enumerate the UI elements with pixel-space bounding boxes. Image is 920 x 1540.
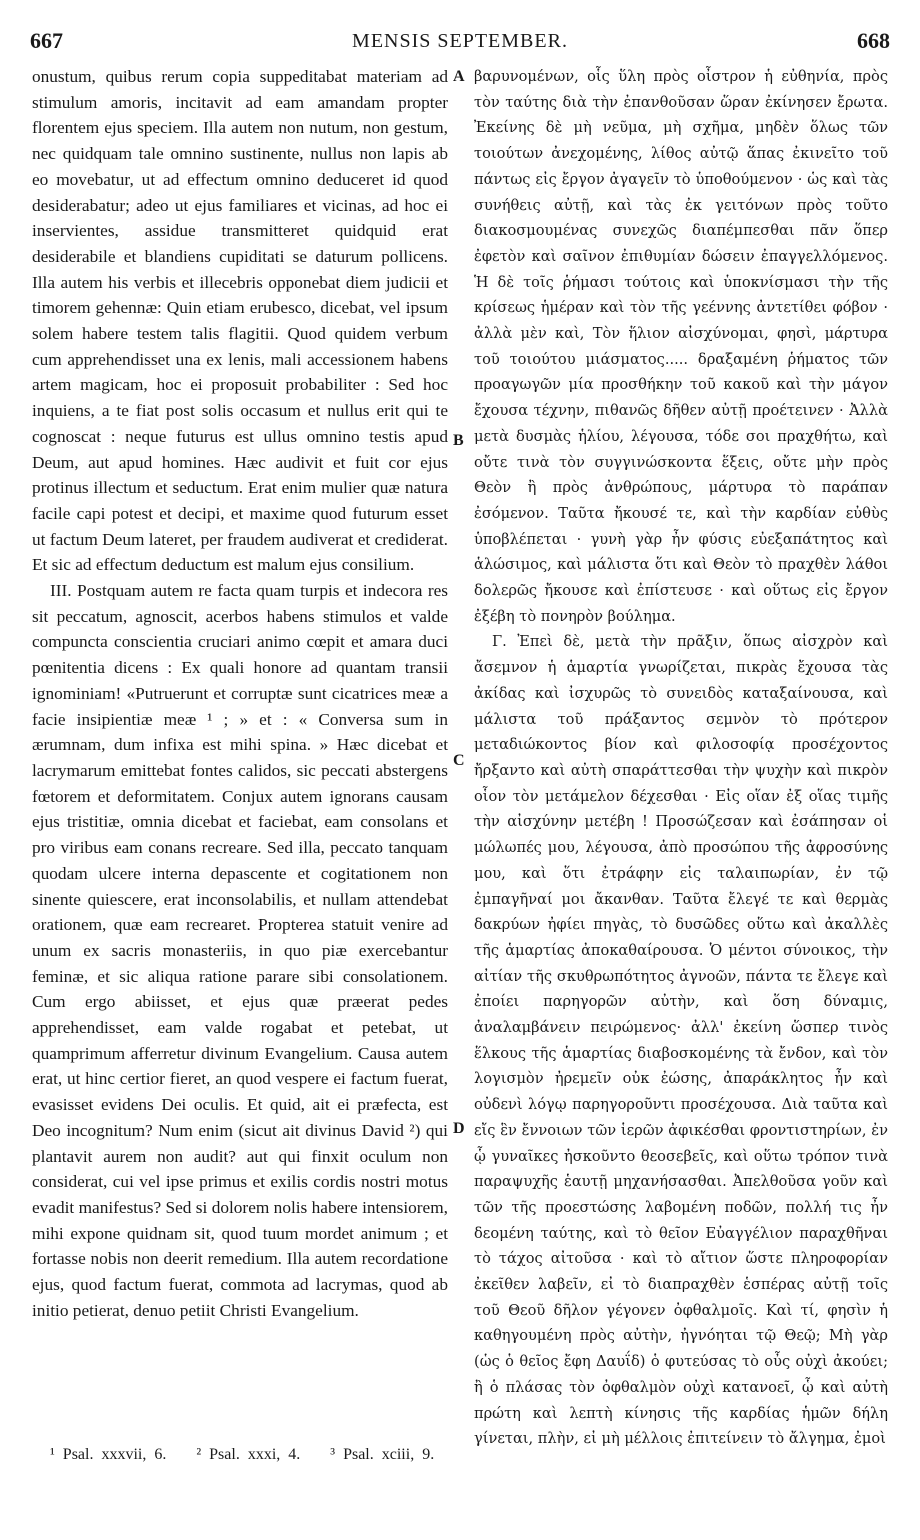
page-number-right: 668 (857, 28, 890, 53)
page-number-left: 667 (30, 28, 63, 53)
margin-marker-b: B (453, 432, 464, 449)
greek-paragraph: βαρυνομένων, οἷς ὕλη πρὸς οἶστρον ἡ εὐθηνία, πρὸς τὸν ταύτης διὰ τὴν ἐπανθοῦσαν ὥραν ἐκίνησεν ἔρωτα. Ἐκείνης δὲ μὴ νεῦμα, μὴ σχῆμα, μηδὲν ὅλως τῶν τοιούτων ἀνεχομένης, λίθος αὐτῷ ἅπας ἐκινεῖτο τοῦ πάντως εἰς ἔργον ἀγαγεῖν τὸ ὑποθούμενον · ὡς καὶ τὰς συνήθεις αὐτῇ, καὶ τὰς ἐκ γειτόνων πρὸς τοῦτο διακοσμουμένας συνεχῶς διαπέμπεσθαι πᾶν ὅπερ ἐφετὸν καὶ σαῖνον ἐπιθυμίαν δώσειν ἐπαγγελλόμενος. Ἡ δὲ τοῖς ῥήμασι τούτοις καὶ ὑποκνίσμασι τὴν τῆς κρίσεως ἡμέραν καὶ τὸν τῆς γεέννης ἀντετίθει φόβον · ἀλλὰ μὲν καὶ, Τὸν ἥλιον αἰσχύνομαι, φησὶ, μάρτυρα τοῦ τοιούτου μιάσματος..... δραξαμένη ῥήματος τῶν προαγωγῶν μία προσθήκην τοῦ κακοῦ καὶ τὴν μάγον ἔχουσα τέχνην, πιθανῶς δῆθεν αὐτῇ προέτεινεν · Ἀλλὰ μετὰ δυσμὰς ἡλίου, λέγουσα, τόδε σοι πραχθήτω, καὶ οὔτε τινὰ τὸν συγγινώσκοντα ἕξεις, οὔτε μὴν πρὸς Θεὸν ἢ πρὸς ἀνθρώπους, μάρτυρα τὸ παράπαν ἐσόμενον. Ταῦτα ἤκουσέ τε, καὶ τὴν καρδίαν εὐθὺς ὑποβλέπεται · γυνὴ γὰρ ἦν φύσις εὐεξαπάτητος καὶ ἁλώσιμος, καὶ μάλιστα ὅτι καὶ Θεὸν τὸ πραχθὲν λάθοι δολερῶς ἤκουσε καὶ ἐπίστευσε · καὶ οὕτως εἰς ἔργον ἐξέβη τὸ πονηρὸν βούλημα. (474, 68, 888, 625)
footnote: ¹ Psal. xxxvii, 6. (50, 1446, 167, 1463)
margin-marker-a: A (453, 68, 465, 85)
running-header (30, 28, 890, 62)
footnote: ² Psal. xxxi, 4. (196, 1446, 301, 1463)
running-title: MENSIS SEPTEMBER. (352, 30, 568, 52)
greek-paragraph: Γ. Ἐπεὶ δὲ, μετὰ τὴν πρᾶξιν, ὅπως αἰσχρὸν καὶ ἄσεμνον ἡ ἁμαρτία γνωρίζεται, πικρὰς ἔχουσα τὰς ἀκίδας καὶ ἰσχυρῶς τὸ συνειδὸς καταξαίνουσα, καὶ μάλιστα τοῦ πράξαντος σεμνὸν τὸ πρότερον μεταδιώκοντος βίον καὶ φιλοσοφίᾳ προσέχοντος ἤρξαντο καὶ αὐτὴ σπαράττεσθαι τὴν ψυχὴν καὶ πικρὸν οἷον τὸν μετάμελον δέχεσθαι · Εἰς οἵαν ἐξ οἵας τιμῆς τὴν αἰσχύνην μετέβη ! Προσώζεσαν καὶ ἐσάπησαν οἱ μώλωπές μου, λέγουσα, ἀπὸ προσώπου τῆς ἀφροσύνης μου, καὶ ὅτι ἐτράφην εἰς ταλαιπωρίαν, ἐν τῷ ἐμπαγῆναί μοι ἄκανθαν. Ταῦτα ἔλεγέ τε καὶ θερμὰς δακρύων ἠφίει πηγὰς, τὸ δυσῶδες οὕτω καὶ ἀκαλλὲς τῆς ἁμαρτίας ἀποκαθαίρουσα. Ὁ μέντοι σύνοικος, τὴν αἰτίαν τῆς σκυθρωπότητος ἀγνοῶν, πάντα τε ἔλεγε καὶ ἐποίει παρηγορῶν αὐτὴν, καὶ ὅση δύναμις, ἀναλαμβάνειν πειρώμενος· ἀλλ' ἐκείνη ὥσπερ τινὸς ἕλκους τῆς ἁμαρτίας διαβοσκομένης τὰ ἔνδον, καὶ τὸν λογισμὸν ἠρεμεῖν οὐκ ἐώσης, ἀπαράκλητος ἦν καὶ οὐδενὶ λόγῳ παρηγοροῦντι προσέχουσα. Διὰ ταῦτα καὶ εἴς ἓν ἔννοιων τῶν ἱερῶν ἀφικέσθαι φροντιστηρίων, ἐν ᾧ γυναῖκες ἠσκοῦντο θεοσεβεῖς, καὶ οὕτω τρόπον τινὰ παραψυχῆς ἑαυτῇ μηχανήσασθαι. Ἀπελθοῦσα γοῦν καὶ τῶν τῆς προεστώσης λαβομένη ποδῶν, πολλή τις ἦν δεομένη ταύτης, καὶ τὸ θεῖον Εὐαγγέλιον παραχθῆναι τὸ τάχος αἰτοῦσα · καὶ τὸ αἴτιον ὥστε πληροφορίαν ἐκεῖθεν λαβεῖν, εἰ τὸ διαπραχθὲν ἑσπέρας αὐτῇ τοῖς τοῦ Θεοῦ δῆλον γέγονεν ὀφθαλμοῖς. Καὶ τί, φησὶν ἡ καθηγουμένη πρὸς αὐτὴν, ἠγνόηται τῷ Θεῷ; Μὴ γὰρ (ὡς ὁ θεῖος ἔφη Δαυΐδ) ὁ φυτεύσας τὸ οὖς οὐχὶ ἀκούει; ἢ ὁ πλάσας τὸν ὀφθαλμὸν οὐχὶ κατανοεῖ, ᾧ καὶ αὐτὴ πρώτη καὶ λεπτὴ κίνησις τῆς καρδίας ἡμῶν δήλη γίνεται, πλὴν, εἰ μὴ μέλλοις ἐπιτείνειν τὸ ἄλγημα, ἐμοὶ (474, 633, 888, 1448)
latin-paragraph: III. Postquam autem re facta quam turpis et indecora res sit peccatum, agnoscit, acerbos habens stimulos et valde compuncta conscientia cruciari animo cœpit et amara duci pœnitentia dicens : Ex quali honore ad quantam transii ignominiam! «Putruerunt et corruptæ sunt cicatrices meæ a facie insipientiæ meæ ¹ ; » et : « Conversa sum in ærumnam, dum infixa est mihi spina. » Hæc dicebat et lacrymarum emittebat fontes calidos, sic peccati abstergens fœtorem et deformitatem. Conjux autem ignorans causam ejus tristitiæ, omnia dicebat et faciebat, eam consolans et pro viribus eam conans recreare. Sed illa, peccato tanquam quodam ulcere interna depascente et cogitationem non sinente quiescere, erat inconsolabilis, et nullam attendebat orationem, quæ eam recrearet. Propterea statuit venire ad unum ex sacris monasteriis, in quo piæ exercebantur feminæ, et sic aliqua ratione parare sibi consolationem. Cum ergo abiisset, et ejus quæ præerat pedes apprehendisset, eam valde rogabat et petebat, ut quamprimum afferretur divinum Evangelium. Causa autem erat, ut hinc certior fieret, an quod vespere ei factum fuerat, evasisset evidens Dei oculis. Et quid, ait ei præfecta, est Deo incognitum? Num enim (sicut ait divinus David ²) qui plantavit aurem non audit? aut qui finxit oculum non considerat, cui vel ipse primus et exilis cordis nostri motus evadit manifestus? Sed si dolorem nolis habere intensiorem, mihi expone quidnam sit, quod tuum mordet animum ; et fortasse nobis non deerit remedium. Illa autem recordatione ejus, quod factum fuerat, commota ad lacrymas, quod ab initio petierat, denuo petiit Christi Evangelium. (32, 581, 448, 1320)
margin-marker-d: D (453, 1120, 465, 1137)
latin-paragraph: onustum, quibus rerum copia suppeditabat materiam ad stimulum amoris, incitavit ad eam amandam propter florentem ejus speciem. Illa autem non nutum, non gestum, nec quidquam tale omnino sustinente, nullus non lapis ab eo movebatur, ut ad effectum omnino deduceret id quod desiderabatur; adeo ut ejus familiares et vicinas, ad hoc ei inservientes, assidue transmitteret quidquid erat desiderabile et blandiens cupiditati se daturum pollicens. Illa autem his verbis et illecebris opponebat diem judicii et timorem gehennæ: Quin etiam erubesco, dicebat, vel ipsum solem habere testem talis flagitii. Quod quidem verbum cum apprehendisset una ex lenis, mali accessionem habens artem magicam, hoc ei proposuit probabiliter : Sed hoc inquiens, a te fiat post solis occasum et nullus erit qui te cognoscat : neque futurus est ullus omnino testis apud Deum, aut apud homines. Hæc audivit et fuit cor ejus protinus illectum et seductum. Erat enim mulier quæ natura facile capi potest et decipi, et maxime quod futurum esset ut factum Deum lateret, per fraudem audiverat et crediderat. Et sic ad effectum deductum est malum ejus consilium. (32, 67, 448, 575)
latin-column (32, 64, 448, 1323)
footnotes (50, 1446, 456, 1464)
margin-marker-c: C (453, 752, 465, 769)
greek-column (474, 64, 888, 1452)
footnote: ³ Psal. xciii, 9. (330, 1446, 435, 1463)
